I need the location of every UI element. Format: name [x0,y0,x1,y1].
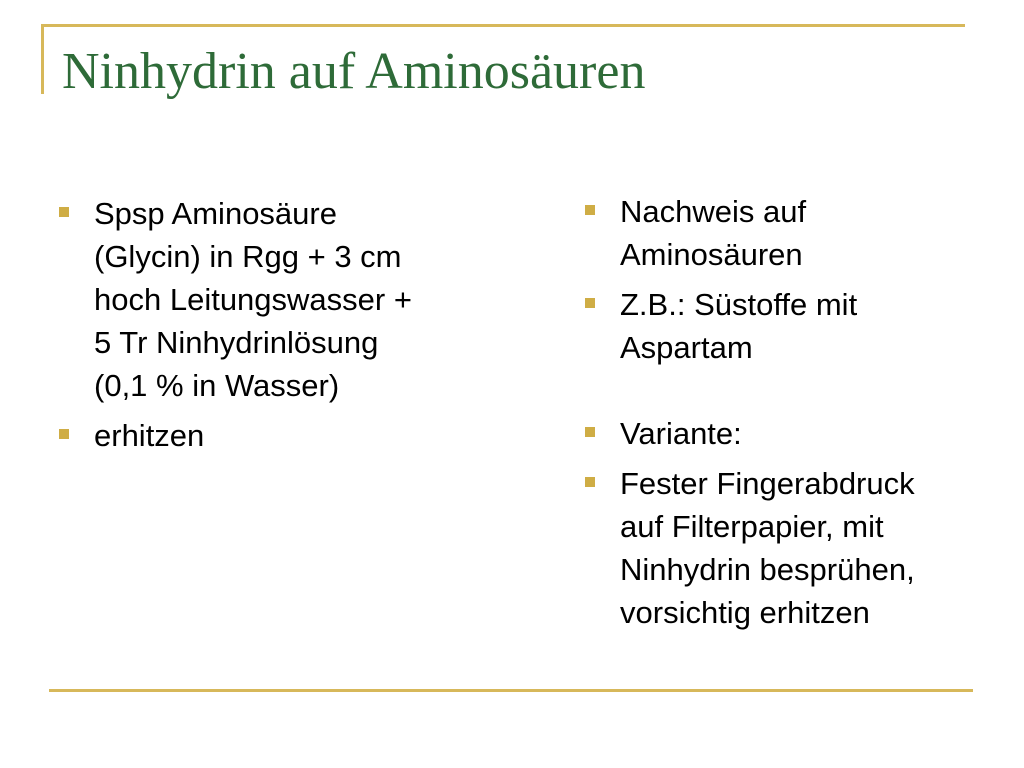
square-bullet-icon [59,207,69,217]
bullet-line: Nachweis auf [620,194,807,229]
bullet-item-heat [54,414,474,457]
square-bullet-icon [585,205,595,215]
bullet-line: Z.B.: Süstoffe mit [620,287,858,322]
bullet-line: erhitzen [94,418,205,453]
bullet-line: 5 Tr Ninhydrinlösung [94,325,379,360]
left-bullet-list [54,192,474,464]
top-decorative-rule [41,24,965,27]
slide-title: Ninhydrin auf Aminosäuren [62,43,646,100]
bullet-line: (0,1 % in Wasser) [94,368,340,403]
bullet-line: Spsp Aminosäure [94,196,337,231]
bullet-line: hoch Leitungswasser + [94,282,412,317]
bullet-item-fingerprint [580,462,1000,634]
bullet-item-detection [580,190,1000,276]
square-bullet-icon [585,298,595,308]
right-bullet-list [580,190,1000,641]
bottom-decorative-rule [49,689,973,692]
bullet-line: vorsichtig erhitzen [620,595,870,630]
bullet-line: (Glycin) in Rgg + 3 cm [94,239,402,274]
bullet-line: Aminosäuren [620,237,803,272]
square-bullet-icon [585,427,595,437]
bullet-item-example [580,283,1000,369]
bullet-item-procedure [54,192,474,407]
square-bullet-icon [585,477,595,487]
bullet-line: auf Filterpapier, mit [620,509,884,544]
bullet-line: Variante: [620,416,742,451]
bullet-line: Aspartam [620,330,753,365]
bullet-item-variant [580,412,1000,455]
square-bullet-icon [59,429,69,439]
bullet-line: Fester Fingerabdruck [620,466,915,501]
bullet-line: Ninhydrin besprühen, [620,552,915,587]
left-decorative-rule [41,24,44,94]
